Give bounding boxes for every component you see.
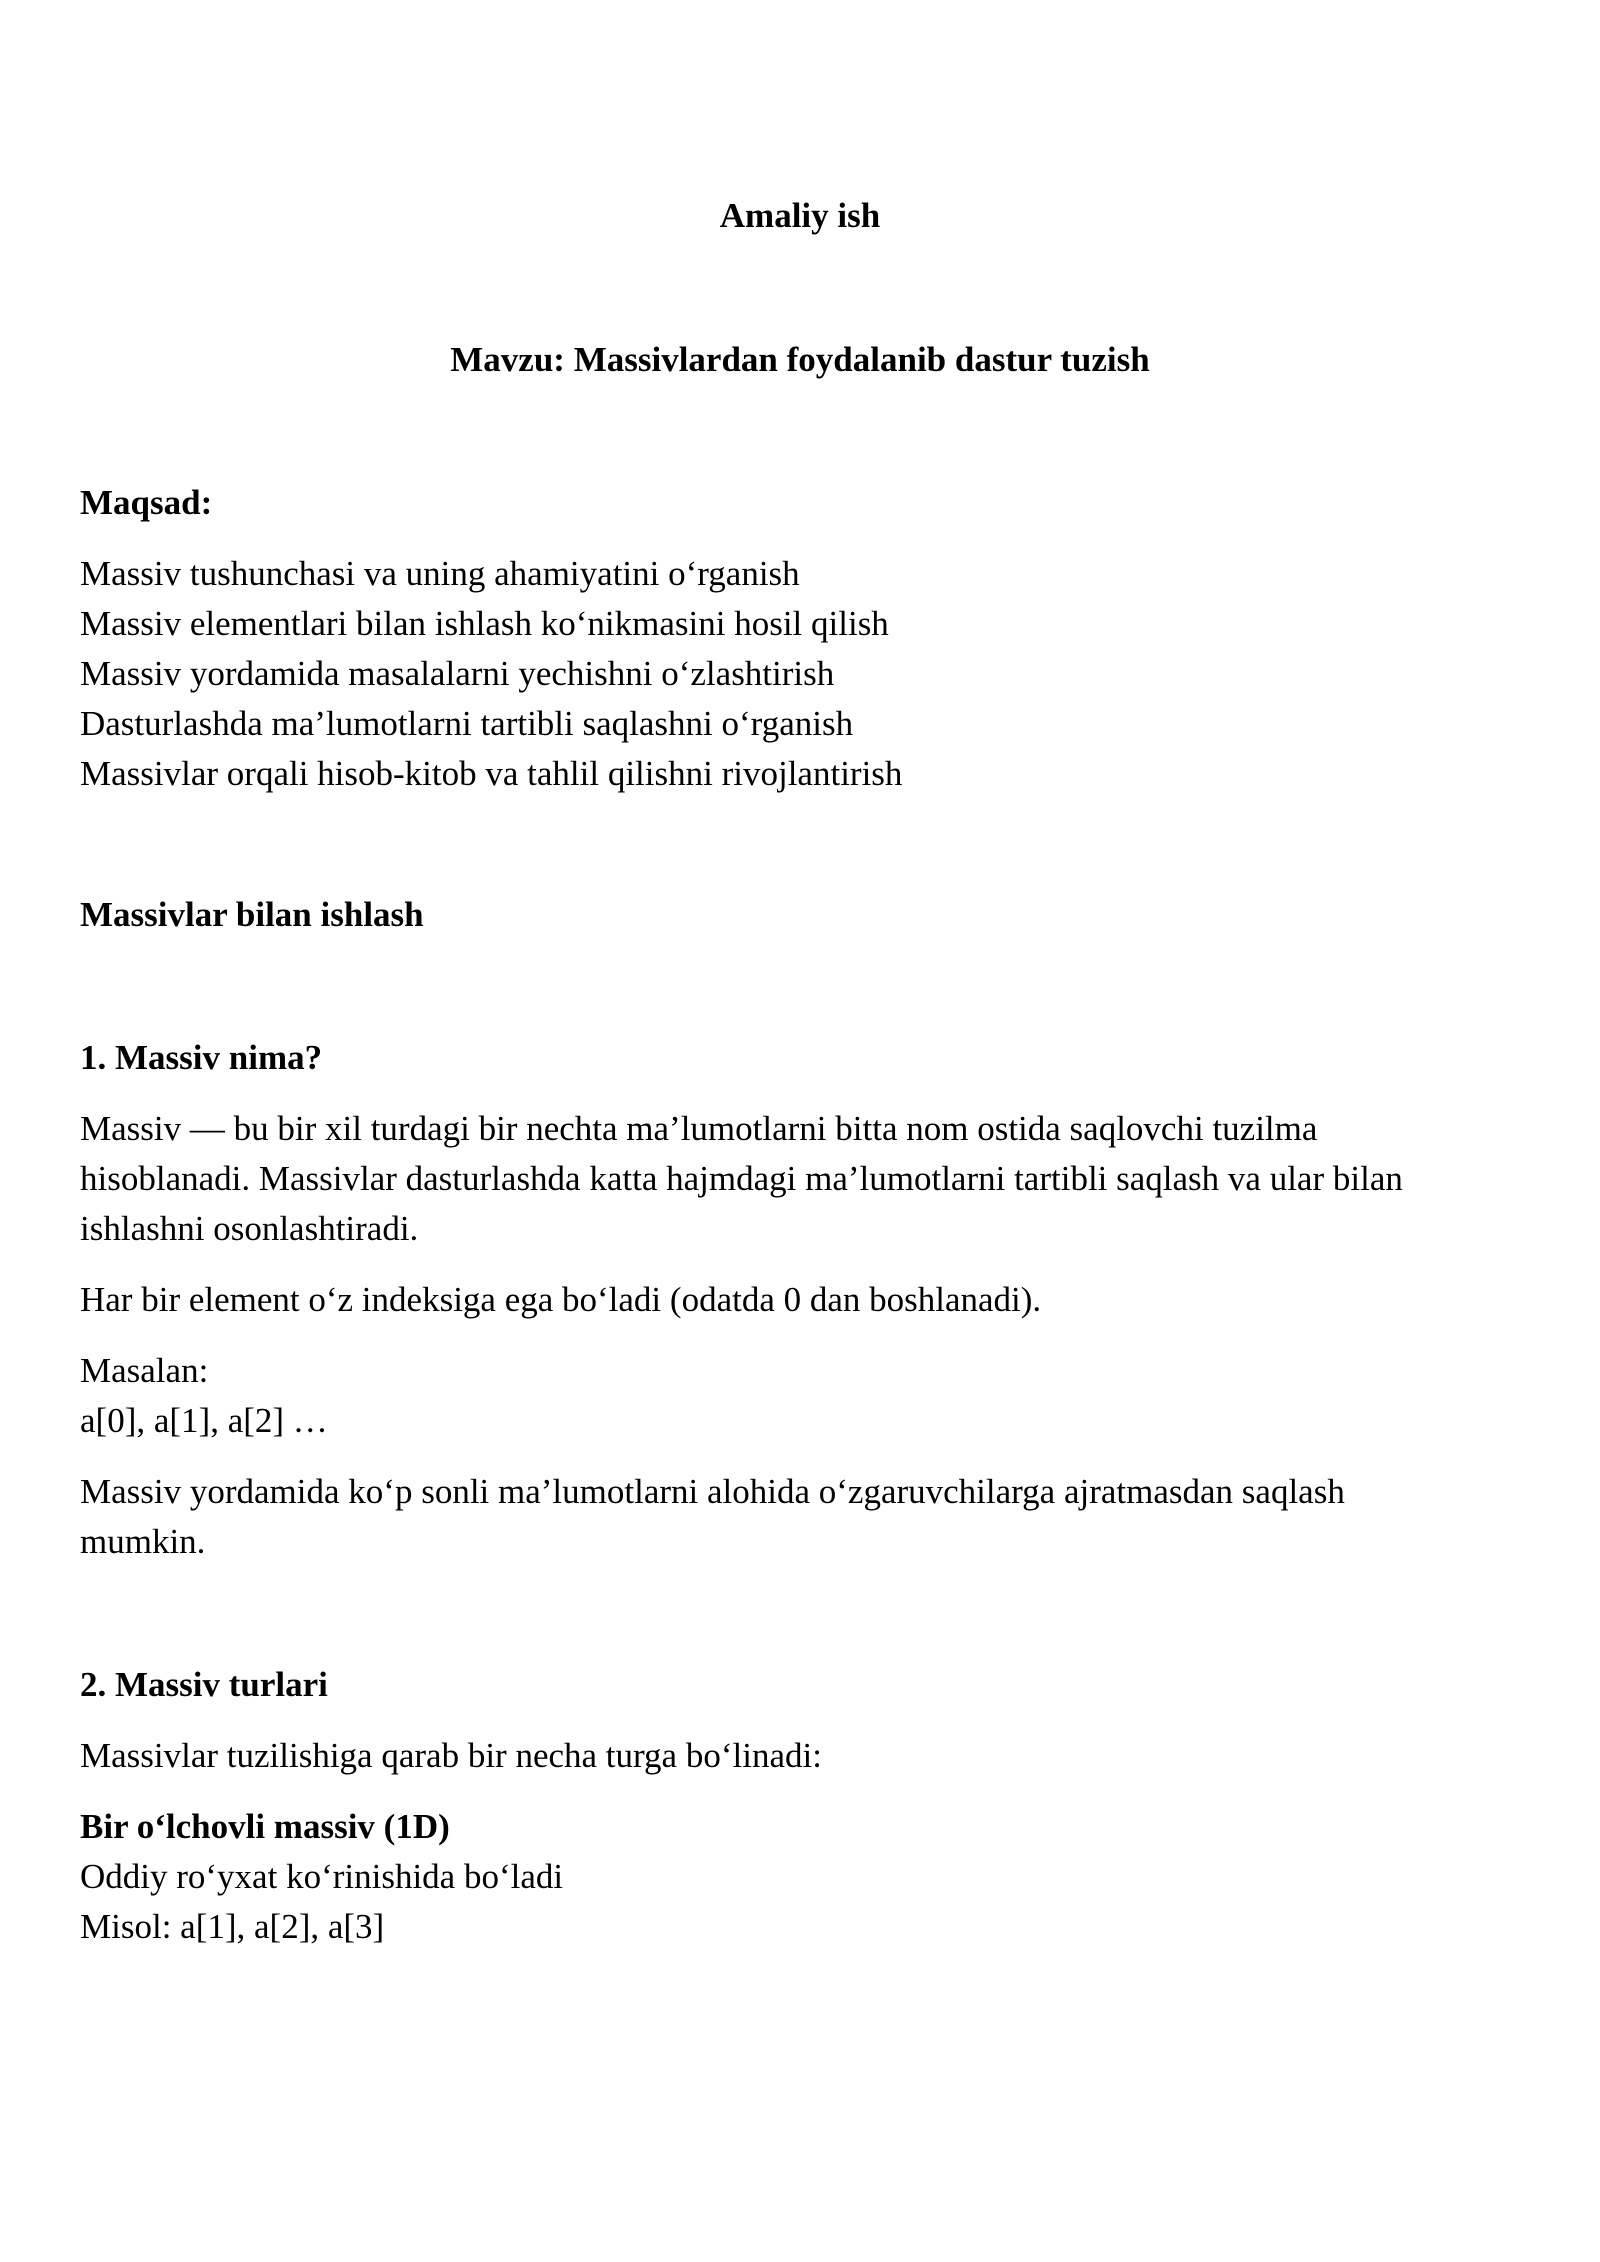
section1-example — [80, 1346, 1520, 1446]
section2-intro: Massivlar tuzilishiga qarab bir necha turga bo‘linadi: — [80, 1736, 822, 1775]
goal-item: Massivlar orqali hisob-kitob va tahlil qilishni rivojlantirish — [80, 754, 903, 793]
example-value: a[0], a[1], a[2] … — [80, 1401, 328, 1440]
goal-item: Massiv tushunchasi va uning ahamiyatini o‘rganish — [80, 554, 800, 593]
document-title: Amaliy ish — [719, 196, 881, 235]
goal-item: Dasturlashda ma’lumotlarni tartibli saqlashni o‘rganish — [80, 704, 854, 743]
document-topic: Mavzu: Massivlardan foydalanib dastur tuzish — [450, 340, 1150, 379]
section1-heading: 1. Massiv nima? — [80, 1038, 323, 1077]
example-label: Masalan: — [80, 1351, 209, 1390]
section2-type1 — [80, 1802, 1520, 1952]
goal-item: Massiv elementlari bilan ishlash ko‘nikmasini hosil qilish — [80, 604, 889, 643]
type1-description: Oddiy ro‘yxat ko‘rinishida bo‘ladi — [80, 1857, 564, 1896]
section1-paragraph-2: Har bir element o‘z indeksiga ega bo‘ladi (odatda 0 dan boshlanadi). — [80, 1280, 1042, 1319]
paragraph-line: hisoblanadi. Massivlar dasturlashda katta hajmdagi ma’lumotlarni tartibli saqlash va ular bilan — [80, 1159, 1403, 1198]
section1-paragraph-1 — [80, 1104, 1520, 1254]
goal-heading: Maqsad: — [80, 483, 213, 522]
section2-heading: 2. Massiv turlari — [80, 1665, 328, 1704]
paragraph-line: Massiv yordamida ko‘p sonli ma’lumotlarni alohida o‘zgaruvchilarga ajratmasdan saqlash — [80, 1472, 1345, 1511]
paragraph-line: Massiv — bu bir xil turdagi bir nechta ma’lumotlarni bitta nom ostida saqlovchi tuzilma — [80, 1109, 1318, 1148]
goal-list — [80, 549, 1520, 799]
paragraph-line: ishlashni osonlashtiradi. — [80, 1209, 419, 1248]
goal-item: Massiv yordamida masalalarni yechishni o‘zlashtirish — [80, 654, 835, 693]
section1-paragraph-3 — [80, 1467, 1520, 1567]
section-heading: Massivlar bilan ishlash — [80, 895, 424, 934]
type1-heading: Bir o‘lchovli massiv (1D) — [80, 1807, 450, 1846]
type1-example: Misol: a[1], a[2], a[3] — [80, 1907, 385, 1946]
paragraph-line: mumkin. — [80, 1522, 206, 1561]
